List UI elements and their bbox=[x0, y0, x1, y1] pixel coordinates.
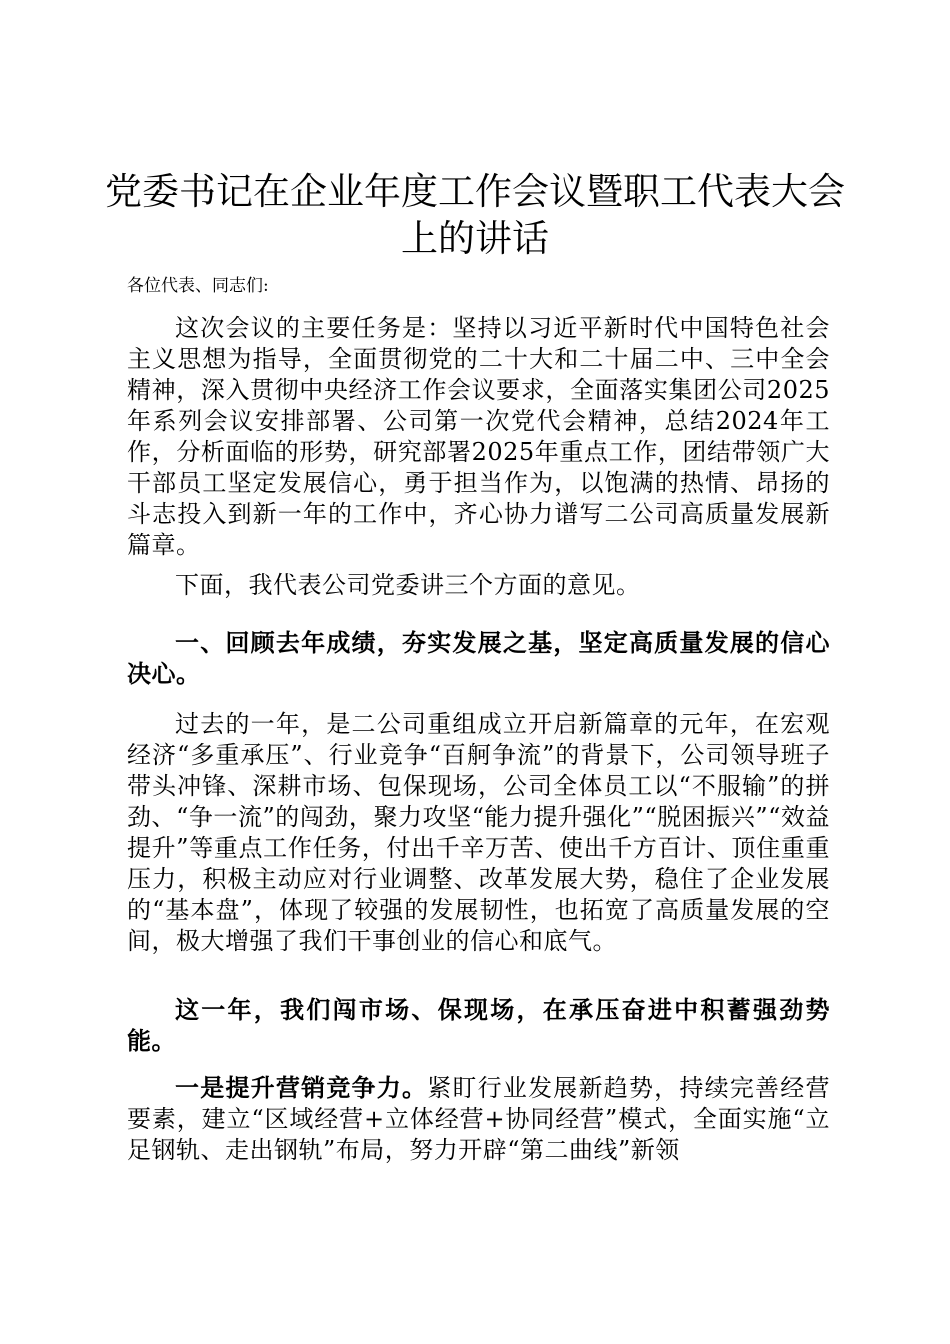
document-title: 党委书记在企业年度工作会议暨职工代表大会上的讲话 bbox=[105, 170, 845, 260]
paragraph-meeting-tasks: 这次会议的主要任务是：坚持以习近平新时代中国特色社会主义思想为指导，全面贯彻党的二十大和二十届二中、三中全会精神，深入贯彻中央经济工作会议要求，全面落实集团公司2025年系列会议安排部署、公司第一次党代会精神，总结2024年工作，分析面临的形势，研究部署2025年重点工作，团结带领广大干部员工坚定发展信心，勇于担当作为，以饱满的热情、昂扬的斗志投入到新一年的工作中，齐心协力谱写二公司高质量发展新篇章。 bbox=[127, 314, 830, 559]
section-heading-review: 一、回顾去年成绩，夯实发展之基，坚定高质量发展的信心决心。 bbox=[127, 628, 830, 688]
paragraph-lead-phrase: 一是提升营销竞争力。 bbox=[175, 1073, 428, 1102]
paragraph-intro-opinions: 下面，我代表公司党委讲三个方面的意见。 bbox=[175, 571, 641, 599]
subheading-market-expansion: 这一年，我们闯市场、保现场，在承压奋进中积蓄强劲势能。 bbox=[127, 995, 830, 1055]
paragraph-body-text: 紧盯行业发展新趋势，持续完善经营要素，建立“区域经营+立体经营+协同经营”模式，全面实施“立足钢轨、走出钢轨”布局，努力开辟“第二曲线”新领 bbox=[127, 1074, 831, 1164]
paragraph-past-year: 过去的一年，是二公司重组成立开启新篇章的元年，在宏观经济“多重承压”、行业竞争“百舸争流”的背景下，公司领导班子带头冲锋、深耕市场、包保现场，公司全体员工以“不服输”的拼劲、“争一流”的闯劲，聚力攻坚“能力提升强化”“脱困振兴”“效益提升”等重点工作任务，付出千辛万苦、使出千方百计、顶住重重压力，积极主动应对行业调整、改革发展大势，稳住了企业发展的“基本盘”，体现了较强的发展韧性，也拓宽了高质量发展的空间，极大增强了我们干事创业的信心和底气。 bbox=[127, 710, 830, 955]
paragraph-marketing-competitiveness bbox=[127, 1072, 830, 1166]
salutation: 各位代表、同志们: bbox=[127, 276, 269, 296]
